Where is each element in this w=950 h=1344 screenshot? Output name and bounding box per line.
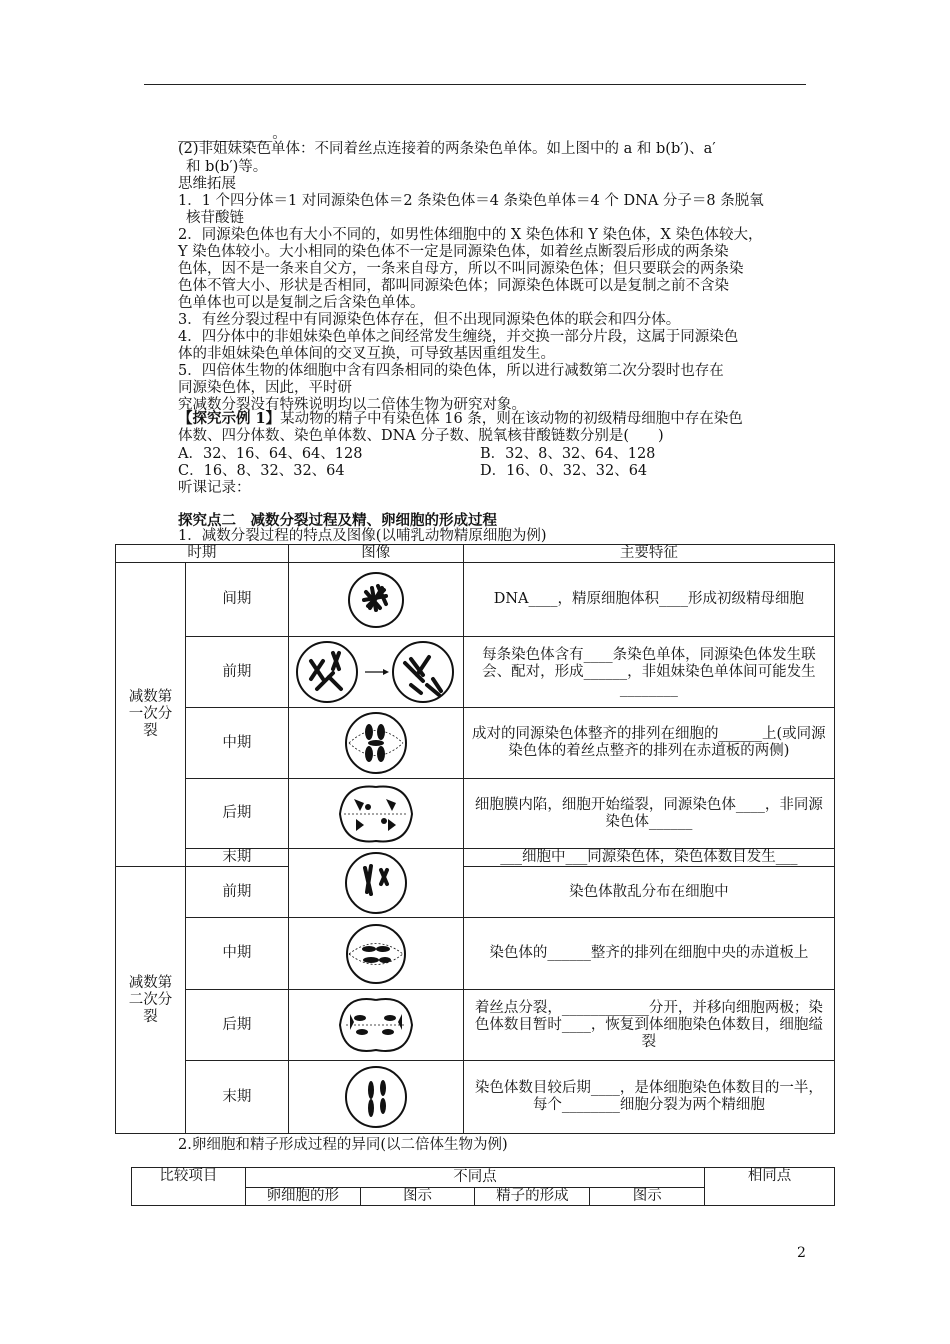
sub-egg-formation: 卵细胞的形 <box>245 1188 360 1206</box>
stage-label: 后期 <box>185 990 288 1061</box>
header-image: 图像 <box>288 545 463 563</box>
feature-prophase-1: 每条染色体含有____条染色单体，同源染色体发生联会、配对，形成______，非姐妹染色单体间可能发生________ <box>463 637 834 708</box>
feature-telophase-1: ___细胞中___同源染色体，染色体数目发生___ <box>463 849 834 867</box>
option-a: A．32、16、64、64、128 <box>178 446 363 462</box>
group-meiosis-2: 减数第二次分裂 <box>116 867 186 1134</box>
body-line: 色体不管大小、形状是否相同，都叫同源染色体；同源染色体既可以是复制之前不含染 <box>178 278 729 294</box>
header-feature: 主要特征 <box>463 545 834 563</box>
metaphase-1-cell-image <box>343 710 409 776</box>
body-line: 思维拓展 <box>178 176 236 192</box>
telophase-1-cell-image <box>343 850 409 916</box>
page-number: 2 <box>797 1245 806 1261</box>
comparison-table <box>131 1167 835 1206</box>
body-line: 4．四分体中的非姐妹染色单体之间经常发生缠绕，并交换一部分片段，这属于同源染色 <box>178 329 739 345</box>
header-rule <box>144 84 806 85</box>
body-line: 5．四倍体生物的体细胞中含有四条相同的染色体，所以进行减数第二次分裂时也存在 <box>178 363 724 379</box>
option-c: C．16、8、32、32、64 <box>178 463 345 479</box>
sub-egg-diagram: 图示 <box>360 1188 475 1206</box>
anaphase-2-cell-image <box>334 994 418 1056</box>
cell-image-interphase <box>288 563 463 637</box>
cell-image-telophase-1 <box>288 849 463 918</box>
blank-line: _____________。 <box>178 126 287 142</box>
feature-anaphase-2: 着丝点分裂，____________分开，并移向细胞两极；染色体数目暂时____，恢复到体细胞染色体数目，细胞缢裂 <box>463 990 834 1061</box>
prophase-1-cell-image <box>293 639 459 705</box>
feature-metaphase-1: 成对的同源染色体整齐的排列在细胞的______上(或同源染色体的着丝点整齐的排列在赤道板的两侧) <box>463 708 834 779</box>
stage-label: 前期 <box>185 637 288 708</box>
body-line: 体的非姐妹染色单体间的交叉互换，可导致基因重组发生。 <box>178 346 555 362</box>
stage-label: 中期 <box>185 918 288 990</box>
col-differences: 不同点 <box>245 1168 704 1188</box>
example-question-line1 <box>178 410 743 428</box>
stage-label: 末期 <box>185 849 288 867</box>
notes-label: 听课记录： <box>178 480 251 496</box>
metaphase-2-cell-image <box>343 923 409 985</box>
stage-label: 中期 <box>185 708 288 779</box>
cell-image-metaphase-1 <box>288 708 463 779</box>
example-tag: 【探究示例 1】 <box>178 410 281 427</box>
col-compare-item: 比较项目 <box>132 1168 246 1206</box>
stage-label: 后期 <box>185 779 288 849</box>
body-line: 究减数分裂没有特殊说明均以二倍体生物为研究对象。 <box>178 397 526 413</box>
body-line: (2)非姐妹染色单体：不同着丝点连接着的两条染色单体。如上图中的 a 和 b(b′)、a′ <box>178 141 716 157</box>
section2-sub1: 1．减数分裂过程的特点及图像(以哺乳动物精原细胞为例) <box>178 528 547 544</box>
body-line: 同源染色体，因此，平时研 <box>178 380 352 396</box>
feature-telophase-2: 染色体数目较后期____，是体细胞染色体数目的一半，每个________细胞分裂为两个精细胞 <box>463 1061 834 1134</box>
meiosis-table <box>115 544 835 1134</box>
cell-image-anaphase-1 <box>288 779 463 849</box>
header-stage: 时期 <box>116 545 289 563</box>
option-d: D．16、0、32、32、64 <box>480 463 648 479</box>
telophase-2-cell-image <box>343 1064 409 1130</box>
body-line: 核苷酸链 <box>186 210 244 226</box>
feature-prophase-2: 染色体散乱分布在细胞中 <box>463 867 834 918</box>
example-q2: 体数、四分体数、染色单体数、DNA 分子数、脱氧核苷酸链数分别是( ) <box>178 428 664 444</box>
feature-anaphase-1: 细胞膜内陷，细胞开始缢裂，同源染色体____，非同源染色体______ <box>463 779 834 849</box>
body-line: Y 染色体较小。大小相同的染色体不一定是同源染色体，如着丝点断裂后形成的两条染 <box>178 244 729 260</box>
example-q1: 某动物的精子中有染色体 16 条，则在该动物的初级精母细胞中存在染色 <box>280 411 743 427</box>
stage-label: 间期 <box>185 563 288 637</box>
body-line: 1．1 个四分体＝1 对同源染色体＝2 条染色体＝4 条染色单体＝4 个 DNA 分子＝8 条脱氧 <box>178 193 764 209</box>
section2-sub2: 2.卵细胞和精子形成过程的异同(以二倍体生物为例) <box>178 1137 508 1153</box>
sub-sperm-diagram: 图示 <box>590 1188 705 1206</box>
anaphase-1-cell-image <box>334 781 418 847</box>
group-meiosis-1: 减数第一次分裂 <box>116 563 186 867</box>
section2-title: 探究点二 减数分裂过程及精、卵细胞的形成过程 <box>178 512 497 529</box>
feature-interphase: DNA____，精原细胞体积____形成初级精母细胞 <box>463 563 834 637</box>
body-line: 色体，因不是一条来自父方，一条来自母方，所以不叫同源染色体；但只要联会的两条染 <box>178 261 744 277</box>
body-line: 和 b(b′)等。 <box>186 159 268 175</box>
option-b: B．32、8、32、64、128 <box>480 446 656 462</box>
body-line: 3．有丝分裂过程中有同源染色体存在，但不出现同源染色体的联会和四分体。 <box>178 312 681 328</box>
stage-label: 前期 <box>185 867 288 918</box>
feature-metaphase-2: 染色体的______整齐的排列在细胞中央的赤道板上 <box>463 918 834 990</box>
interphase-cell-image <box>346 570 406 630</box>
body-line: 2．同源染色体也有大小不同的，如男性体细胞中的 X 染色体和 Y 染色体，X 染色体较大， <box>178 227 763 243</box>
body-line: 色单体也可以是复制之后含染色单体。 <box>178 295 425 311</box>
cell-image-anaphase-2 <box>288 990 463 1061</box>
cell-image-prophase-1 <box>288 637 463 708</box>
stage-label: 末期 <box>185 1061 288 1134</box>
cell-image-metaphase-2 <box>288 918 463 990</box>
col-similarities: 相同点 <box>705 1168 835 1206</box>
cell-image-telophase-2 <box>288 1061 463 1134</box>
sub-sperm-formation: 精子的形成 <box>475 1188 590 1206</box>
